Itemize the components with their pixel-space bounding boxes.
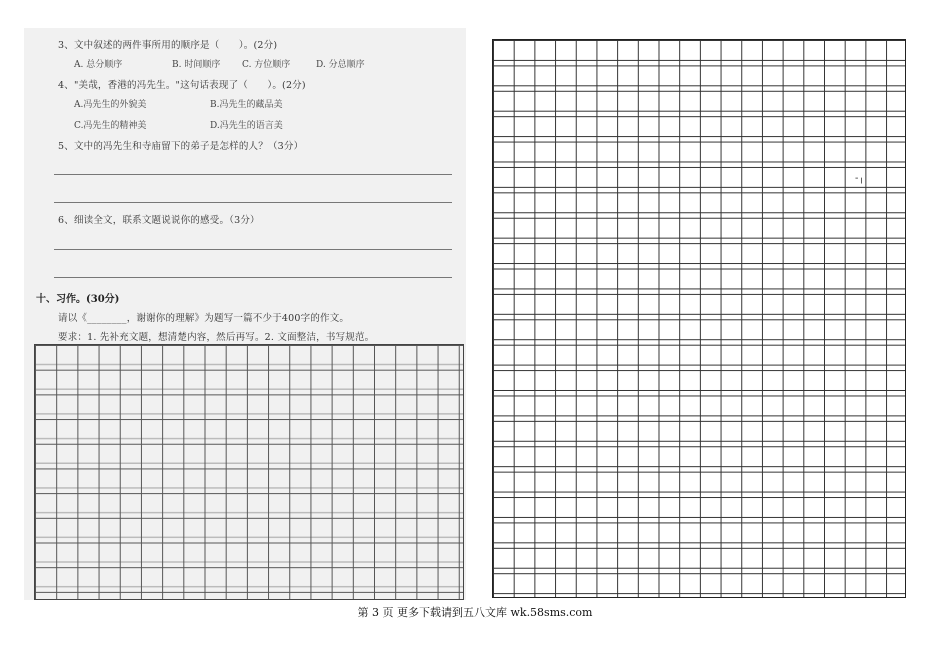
- stray-pen-mark: -╷: [855, 173, 865, 184]
- question-6-answer-line: [54, 277, 452, 278]
- question-3-stem: 3、文中叙述的两件事所用的顺序是（ ）。(2分): [58, 40, 278, 51]
- question-4-option-d: D.冯先生的语言美: [210, 121, 283, 131]
- question-4-option-c: C.冯先生的精神美: [74, 121, 147, 131]
- question-6-answer-line: [54, 249, 452, 250]
- question-3-option-d: D. 分总顺序: [316, 60, 365, 70]
- composition-requirements: 要求：1. 先补充文题，想清楚内容，然后再写。2. 文面整洁，书写规范。: [58, 332, 375, 343]
- page-footer: 第 3 页 更多下载请到五八文库 wk.58sms.com: [357, 606, 593, 619]
- right-writing-grid[interactable]: [492, 39, 906, 598]
- question-4-stem: 4、"美哉，香港的冯先生。"这句话表现了（ ）。(2分): [58, 80, 306, 91]
- question-5-stem: 5、文中的冯先生和寺庙留下的弟子是怎样的人？（3分）: [58, 141, 304, 152]
- question-5-answer-line: [54, 174, 452, 175]
- question-4-option-b: B.冯先生的藏品美: [210, 100, 283, 110]
- composition-prompt: 请以《________，谢谢你的理解》为题写一篇不少于400字的作文。: [58, 313, 350, 324]
- question-6-stem: 6、细读全文，联系文题说说你的感受。（3分）: [58, 215, 260, 226]
- question-3-option-b: B. 时间顺序: [172, 60, 221, 70]
- left-exam-page: [24, 28, 466, 600]
- left-writing-grid[interactable]: [34, 344, 464, 600]
- question-3-option-c: C. 方位顺序: [242, 60, 291, 70]
- composition-title: 十、习作。(30分): [36, 294, 120, 305]
- question-5-answer-line: [54, 202, 452, 203]
- question-3-option-a: A. 总分顺序: [74, 60, 123, 70]
- question-4-option-a: A.冯先生的外貌美: [74, 100, 147, 110]
